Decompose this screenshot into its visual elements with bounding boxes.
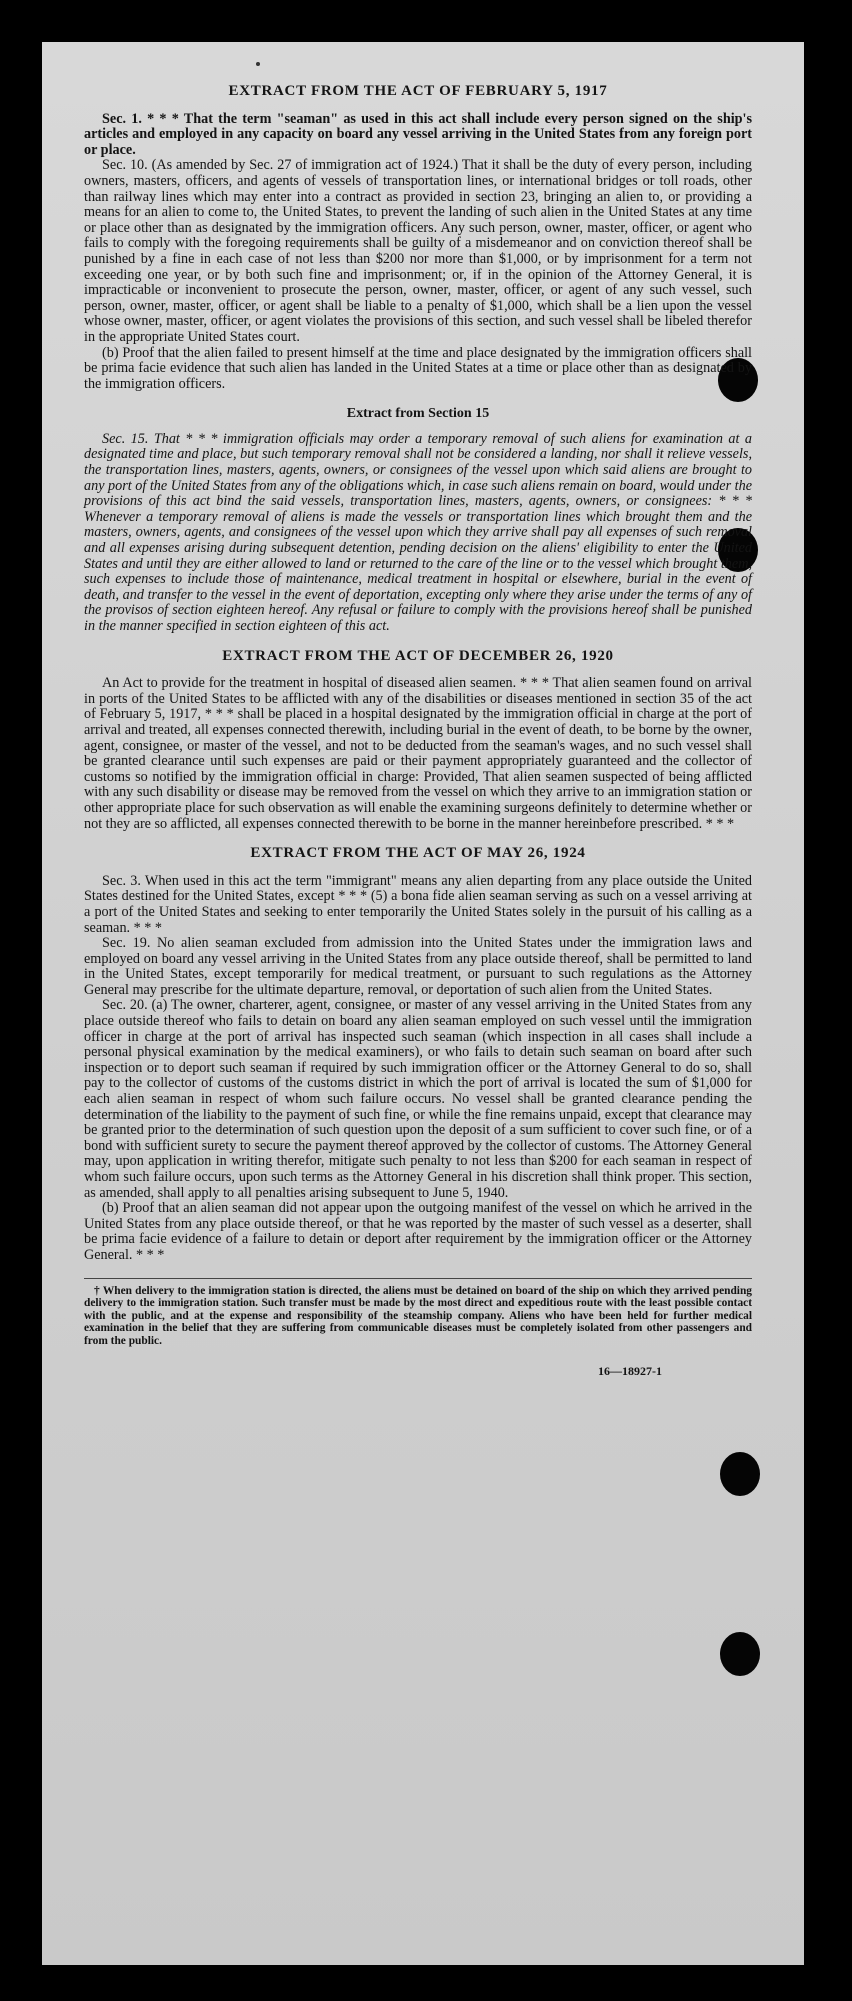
section-1920 xyxy=(84,676,752,832)
section-1917 xyxy=(84,112,752,393)
punch-hole xyxy=(720,1632,760,1676)
paragraph-sec-20: Sec. 20. (a) The owner, charterer, agent, consignee, or master of any vessel arriving in the United States from any place outside thereof who fails to detain on board any alien seaman employed on such vessel until the immigration officer in charge at the port of arrival has inspected such seaman (which inspection in all cases shall include a personal physical examination by the medical examiners), or who fails to detain such seaman on board after such inspection or to deport such seaman if required by such immigration officer or the Attorney General to do so, shall pay to the collector of customs of the customs district in which the port of arrival is located the sum of $1,000 for each alien seaman in respect of whom such failure occurs. No vessel shall be granted clearance pending the determination of the liability to the payment of such fine, or while the fine remains unpaid, except that clearance may be granted prior to the determination of such question upon the deposit of a sum sufficient to cover such fine, or of a bond with sufficient surety to secure the payment thereof approved by the collector of customs. The Attorney General may, upon application in writing therefor, mitigate such penalty to not less than $200 for each seaman in respect of whom such failure occurs, upon such terms as the Attorney General in his discretion shall think proper. This section, as amended, shall apply to all penalties arising subsequent to June 5, 1940. xyxy=(84,997,752,1201)
paragraph-sec-20b: (b) Proof that an alien seaman did not appear upon the outgoing manifest of the vessel on which he arrived in the United States from any place outside thereof, or that he was reported by the master of such vessel as a deserter, shall be prima facie evidence of a failure to detain or deport after requirement by the immigration officer or the Attorney General. * * * xyxy=(84,1200,752,1263)
heading-act-1924: EXTRACT FROM THE ACT OF MAY 26, 1924 xyxy=(250,845,586,862)
document-content xyxy=(84,84,752,1379)
paragraph-act-1920: An Act to provide for the treatment in hospital of diseased alien seamen. * * * That alien seamen found on arrival in ports of the United States to be afflicted with any of the disabilities or diseases mentioned in section 35 of the act of February 5, 1917, * * * shall be placed in a hospital designated by the immigration official in charge at the port of arrival and treated, all expenses connected therewith, including burial in the event of death, to be borne by the owner, agent, consignee, or master of the vessel, and not to be deducted from the seaman's wages, and no such vessel shall be granted clearance until such expenses are paid or their payment appropriately guaranteed and the collector of customs so notified by the immigration official in charge: Provided, That alien seamen suspected of being afflicted with any such disability or disease may be removed from the vessel on which they arrive to an immigration station or other appropriate place for such observation as will enable the examining surgeons definitely to determine whether or not they are so afflicted, all expenses connected therewith to be borne in the manner hereinbefore prescribed. * * * xyxy=(84,675,752,832)
document-page xyxy=(42,42,804,1965)
heading-section-15: Extract from Section 15 xyxy=(346,406,490,422)
section-1924 xyxy=(84,874,752,1264)
heading-act-1917: EXTRACT FROM THE ACT OF FEBRUARY 5, 1917 xyxy=(228,83,608,99)
paper-speck xyxy=(256,62,260,66)
heading-act-1920: EXTRACT FROM THE ACT OF DECEMBER 26, 1920 xyxy=(222,647,614,664)
footnote-text: † When delivery to the immigration station is directed, the aliens must be detained on board of the ship on which they arrived pending delivery to the immigration station. Such transfer must be made by the most direct and expeditious route with the least possible contact with the public, and at the expense and responsibility of the steamship company. Aliens who have been held for further medical examination in the belief that they are suffering from communicable diseases must be completely isolated from other passengers and from the public. xyxy=(84,1284,752,1347)
paragraph-sec-1: Sec. 1. * * * That the term "seaman" as used in this act shall include every person signed on the ship's articles and employed in any capacity on board any vessel arriving in the United States from any foreign port or place. xyxy=(84,110,752,158)
punch-hole xyxy=(720,1452,760,1496)
paragraph-sec-10: Sec. 10. (As amended by Sec. 27 of immigration act of 1924.) That it shall be the duty of every person, including owners, masters, officers, and agents of vessels of transportation lines, or international bridges or toll roads, other than railway lines which may enter into a contract as provided in section 23, bringing an alien to, or providing a means for an alien to come to, the United States, to prevent the landing of such alien in the United States at any time or place other than as designated by the immigration officers. Any such person, owner, master, officer, or agent who fails to comply with the foregoing requirements shall be guilty of a misdemeanor and on conviction thereof shall be punished by a fine in each case of not less than $200 nor more than $1,000, or by imprisonment for a term not exceeding one year, or by both such fine and imprisonment; or, if in the opinion of the Attorney General, it is impracticable or inconvenient to prosecute the person, owner, master, officer, or agent of any such vessel, such person, owner, master, officer, or agent shall be liable to a penalty of $1,000, which shall be a lien upon the vessel whose owner, master, officer, or agent violates the provisions of this section, and such vessel shall be libeled therefor in the appropriate United States court. xyxy=(84,157,752,345)
paragraph-sec-19: Sec. 19. No alien seaman excluded from admission into the United States under the immigration laws and employed on board any vessel arriving in the United States from any place outside thereof, shall be permitted to land in the United States, except temporarily for medical treatment, or pursuant to such regulations as the Attorney General may prescribe for the ultimate departure, removal, or deportation of such alien from the United States. xyxy=(84,935,752,998)
section-15 xyxy=(84,432,752,635)
paragraph-sec-10b: (b) Proof that the alien failed to present himself at the time and place designated by the immigration officers shall be prima facie evidence that such alien has landed in the United States at a time or place other than as designated by the immigration officers. xyxy=(84,344,752,392)
footnote xyxy=(84,1278,752,1348)
form-number: 16—18927-1 xyxy=(598,1363,662,1378)
paragraph-sec-3: Sec. 3. When used in this act the term "immigrant" means any alien departing from any place outside the United States destined for the United States, except * * * (5) a bona fide alien seaman serving as such on a vessel arriving at a port of the United States and seeking to enter temporarily the United States solely in the pursuit of his calling as a seaman. * * * xyxy=(84,872,752,936)
paragraph-sec-15: Sec. 15. That * * * immigration officials may order a temporary removal of such aliens for examination at a designated time and place, but such temporary removal shall not be considered a landing, nor shall it relieve vessels, the transportation lines, masters, agents, owners, or consignees of the vessel upon which said aliens are brought to any port of the United States from any of the obligations which, in case such aliens remain on board, would under the provisions of this act bind the said vessels, transportation lines, masters, agents, owners, or consignees: * * * Whenever a temporary removal of aliens is made the vessels or transportation lines which brought them and the masters, owners, agents, and consignees of the vessel upon which they arrive shall pay all expenses of such removal and all expenses arising during subsequent detention, pending decision on the aliens' eligibility to enter the United States and until they are either allowed to land or returned to the care of the line or to the vessel which brought them, such expenses to include those of maintenance, medical treatment in hospital or elsewhere, burial in the event of death, and transfer to the vessel in the event of deportation, excepting only where they arise under the terms of any of the provisos of section eighteen hereof. Any refusal or failure to comply with the provisions hereof shall be punished in the manner specified in section eighteen of this act. xyxy=(84,430,752,634)
